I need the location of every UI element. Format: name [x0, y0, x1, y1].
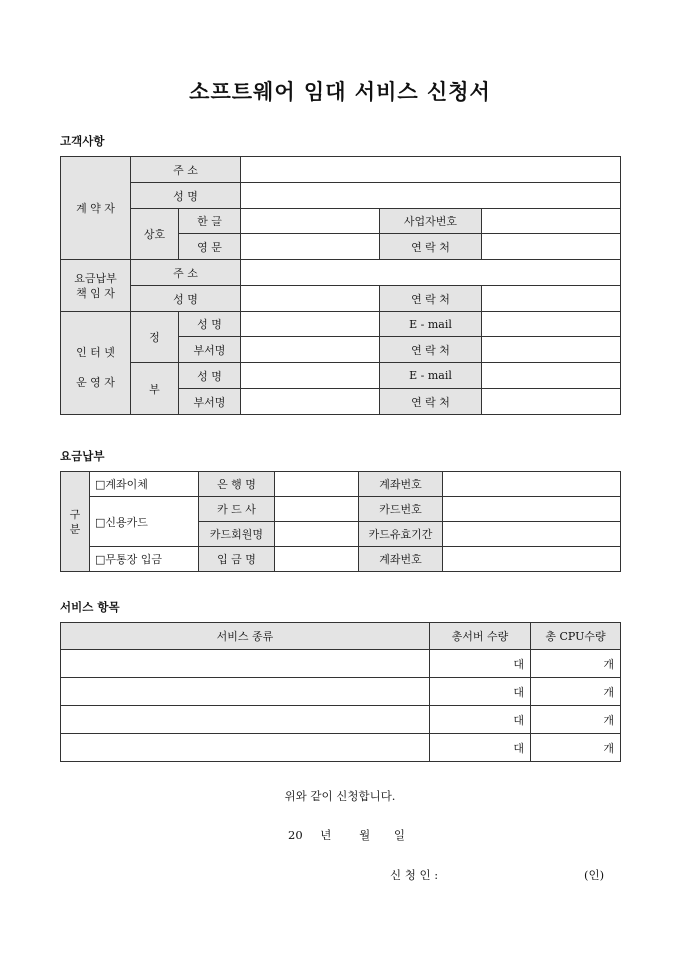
card-checkbox[interactable]: □신용카드	[90, 497, 199, 547]
division-label-line1: 구	[69, 507, 81, 521]
bank-label: 은 행 명	[199, 472, 275, 497]
payer-name-field[interactable]	[241, 286, 380, 312]
company-korean-field[interactable]	[241, 209, 380, 234]
company-label: 상호	[131, 209, 179, 260]
payer-label-line2: 책 임 자	[76, 286, 115, 300]
table-row	[61, 734, 621, 762]
primary-name-label: 성 명	[179, 312, 241, 337]
division-label-line2: 분	[69, 522, 81, 536]
payer-contact-field[interactable]	[482, 286, 621, 312]
card-number-label: 카드번호	[359, 497, 443, 522]
service-type-field[interactable]	[61, 678, 430, 706]
service-type-field[interactable]	[61, 734, 430, 762]
date-month-label: 월	[359, 828, 371, 842]
payer-label-line1: 요금납부	[74, 271, 117, 285]
internet-operator-line1: 인 터 넷	[76, 346, 115, 359]
secondary-email-field[interactable]	[482, 363, 621, 389]
primary-contact-field[interactable]	[482, 337, 621, 363]
customer-section-title: 고객사항	[60, 134, 105, 148]
seal-mark: (인)	[584, 868, 605, 882]
date-line	[288, 827, 405, 843]
card-number-field[interactable]	[443, 497, 621, 522]
primary-email-field[interactable]	[482, 312, 621, 337]
payment-section-title: 요금납부	[60, 449, 105, 463]
table-row	[61, 678, 621, 706]
card-member-field[interactable]	[275, 522, 359, 547]
table-row	[61, 706, 621, 734]
card-company-field[interactable]	[275, 497, 359, 522]
applicant-label: 신 청 인 :	[390, 868, 439, 882]
cpu-count-field[interactable]: 개	[531, 650, 621, 678]
secondary-dept-field[interactable]	[241, 389, 380, 415]
payment-table	[60, 471, 621, 572]
primary-email-label: E - mail	[380, 312, 482, 337]
customer-table	[60, 156, 621, 415]
contractor-label: 계 약 자	[61, 157, 131, 260]
secondary-dept-label: 부서명	[179, 389, 241, 415]
internet-operator-label	[61, 312, 131, 415]
payer-contact-label: 연 락 처	[380, 286, 482, 312]
internet-operator-line2: 운 영 자	[76, 376, 115, 389]
deposit-account-label: 계좌번호	[359, 547, 443, 572]
date-day-label: 일	[393, 828, 405, 842]
card-member-label: 카드회원명	[199, 522, 275, 547]
contractor-address-field[interactable]	[241, 157, 621, 183]
division-label	[61, 472, 90, 572]
name-label: 성 명	[131, 183, 241, 209]
contact-label: 연 락 처	[380, 234, 482, 260]
bank-field[interactable]	[275, 472, 359, 497]
depositor-label: 입 금 명	[199, 547, 275, 572]
deposit-checkbox[interactable]: □무통장 입금	[90, 547, 199, 572]
secondary-label: 부	[131, 363, 179, 415]
cpu-count-field[interactable]: 개	[531, 678, 621, 706]
secondary-contact-field[interactable]	[482, 389, 621, 415]
account-field[interactable]	[443, 472, 621, 497]
payer-address-field[interactable]	[241, 260, 621, 286]
biz-no-label: 사업자번호	[380, 209, 482, 234]
account-label: 계좌번호	[359, 472, 443, 497]
card-expiry-field[interactable]	[443, 522, 621, 547]
contractor-name-field[interactable]	[241, 183, 621, 209]
server-count-field[interactable]: 대	[430, 706, 531, 734]
server-count-field[interactable]: 대	[430, 650, 531, 678]
service-section-title: 서비스 항목	[60, 600, 120, 614]
cpu-count-header: 총 CPU수량	[531, 623, 621, 650]
date-year-label: 년	[320, 828, 332, 842]
primary-label: 정	[131, 312, 179, 363]
primary-name-field[interactable]	[241, 312, 380, 337]
application-statement: 위와 같이 신청합니다.	[284, 789, 396, 803]
korean-label: 한 글	[179, 209, 241, 234]
secondary-name-label: 성 명	[179, 363, 241, 389]
server-count-field[interactable]: 대	[430, 734, 531, 762]
server-count-field[interactable]: 대	[430, 678, 531, 706]
card-expiry-label: 카드유효기간	[359, 522, 443, 547]
server-count-header: 총서버 수량	[430, 623, 531, 650]
secondary-contact-label: 연 락 처	[380, 389, 482, 415]
service-type-field[interactable]	[61, 650, 430, 678]
primary-dept-label: 부서명	[179, 337, 241, 363]
address-label: 주 소	[131, 157, 241, 183]
card-company-label: 카 드 사	[199, 497, 275, 522]
service-table	[60, 622, 621, 762]
english-label: 영 문	[179, 234, 241, 260]
applicant-name-field[interactable]	[458, 866, 578, 882]
document-title: 소프트웨어 임대 서비스 신청서	[189, 79, 491, 104]
deposit-account-field[interactable]	[443, 547, 621, 572]
secondary-name-field[interactable]	[241, 363, 380, 389]
company-english-field[interactable]	[241, 234, 380, 260]
service-type-header: 서비스 종류	[61, 623, 430, 650]
depositor-field[interactable]	[275, 547, 359, 572]
payer-name-label: 성 명	[131, 286, 241, 312]
company-contact-field[interactable]	[482, 234, 621, 260]
primary-dept-field[interactable]	[241, 337, 380, 363]
service-type-field[interactable]	[61, 706, 430, 734]
payer-label	[61, 260, 131, 312]
cpu-count-field[interactable]: 개	[531, 734, 621, 762]
table-row	[61, 650, 621, 678]
secondary-email-label: E - mail	[380, 363, 482, 389]
date-year: 20	[288, 828, 303, 842]
biz-no-field[interactable]	[482, 209, 621, 234]
payer-address-label: 주 소	[131, 260, 241, 286]
cpu-count-field[interactable]: 개	[531, 706, 621, 734]
transfer-checkbox[interactable]: □계좌이체	[90, 472, 199, 497]
primary-contact-label: 연 락 처	[380, 337, 482, 363]
